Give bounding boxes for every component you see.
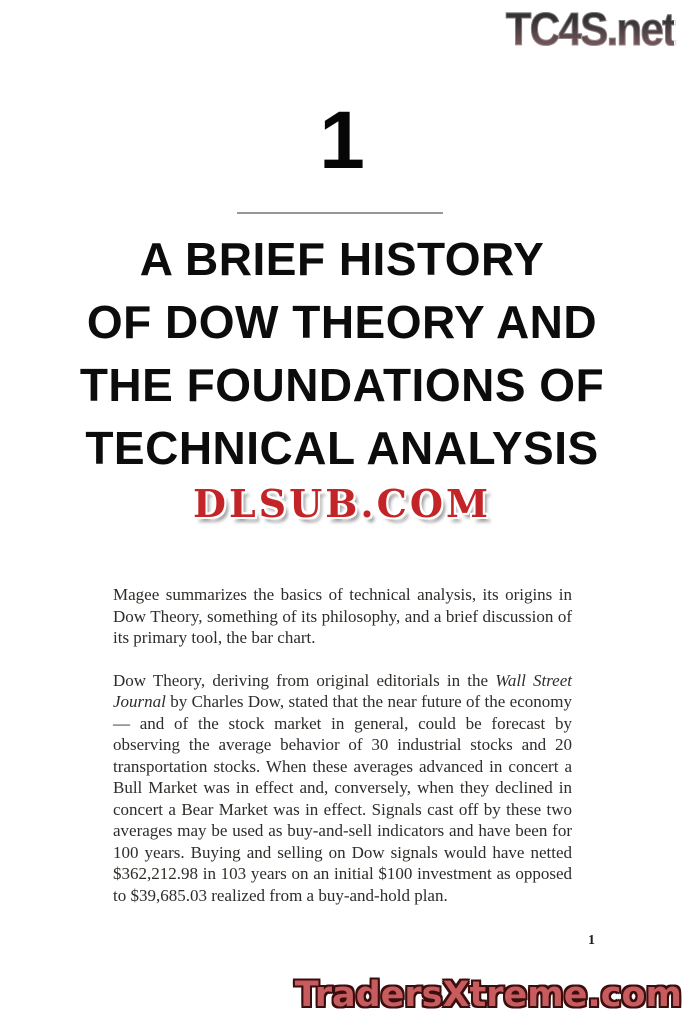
tradersxtreme-watermark: TradersXtreme.com: [294, 975, 682, 1015]
chapter-title-line: OF DOW THEORY AND: [86, 296, 598, 348]
paragraph-2-text: Dow Theory, deriving from original editorials in the: [113, 670, 496, 690]
paragraph-2-text: by Charles Dow, stated that the near future of the economy — and of the stock market in general, could be forecast by observing the average behavior of 30 industrial stocks and 20 transportation stocks. When these averages advanced in concert a Bull Market was in effect and, conversely, when they declined in concert a Bear Market was in effect. Signals cast off by these two averages may be used as buy-and-sell indicators and have been for 100 years. Buying and selling on Dow signals would have netted $362,212.98 in 103 years on an initial $100 investment as opposed to $39,685.03 realized from a buy-and-hold plan.: [113, 692, 572, 905]
paragraph-2: [113, 670, 572, 907]
chapter-title-line: A BRIEF HISTORY: [139, 233, 545, 285]
tc4s-watermark: TC4S.net: [505, 3, 674, 55]
chapter-title: [0, 228, 684, 480]
page-number: 1: [588, 933, 595, 948]
chapter-title-line: THE FOUNDATIONS OF: [79, 359, 605, 411]
chapter-title-line: TECHNICAL ANALYSIS: [85, 422, 599, 474]
dlsub-watermark: DLSUB.COM: [192, 481, 492, 526]
paragraph-1: Magee summarizes the basics of technical analysis, its origins in Dow Theory, something of its philosophy, and a brief discussion of its primary tool, the bar chart.: [113, 585, 572, 647]
body-text: [113, 584, 572, 906]
chapter-number: 1: [319, 95, 365, 186]
divider-line: [237, 212, 443, 214]
italic-publication-name: Wall Street Journal: [113, 670, 572, 711]
